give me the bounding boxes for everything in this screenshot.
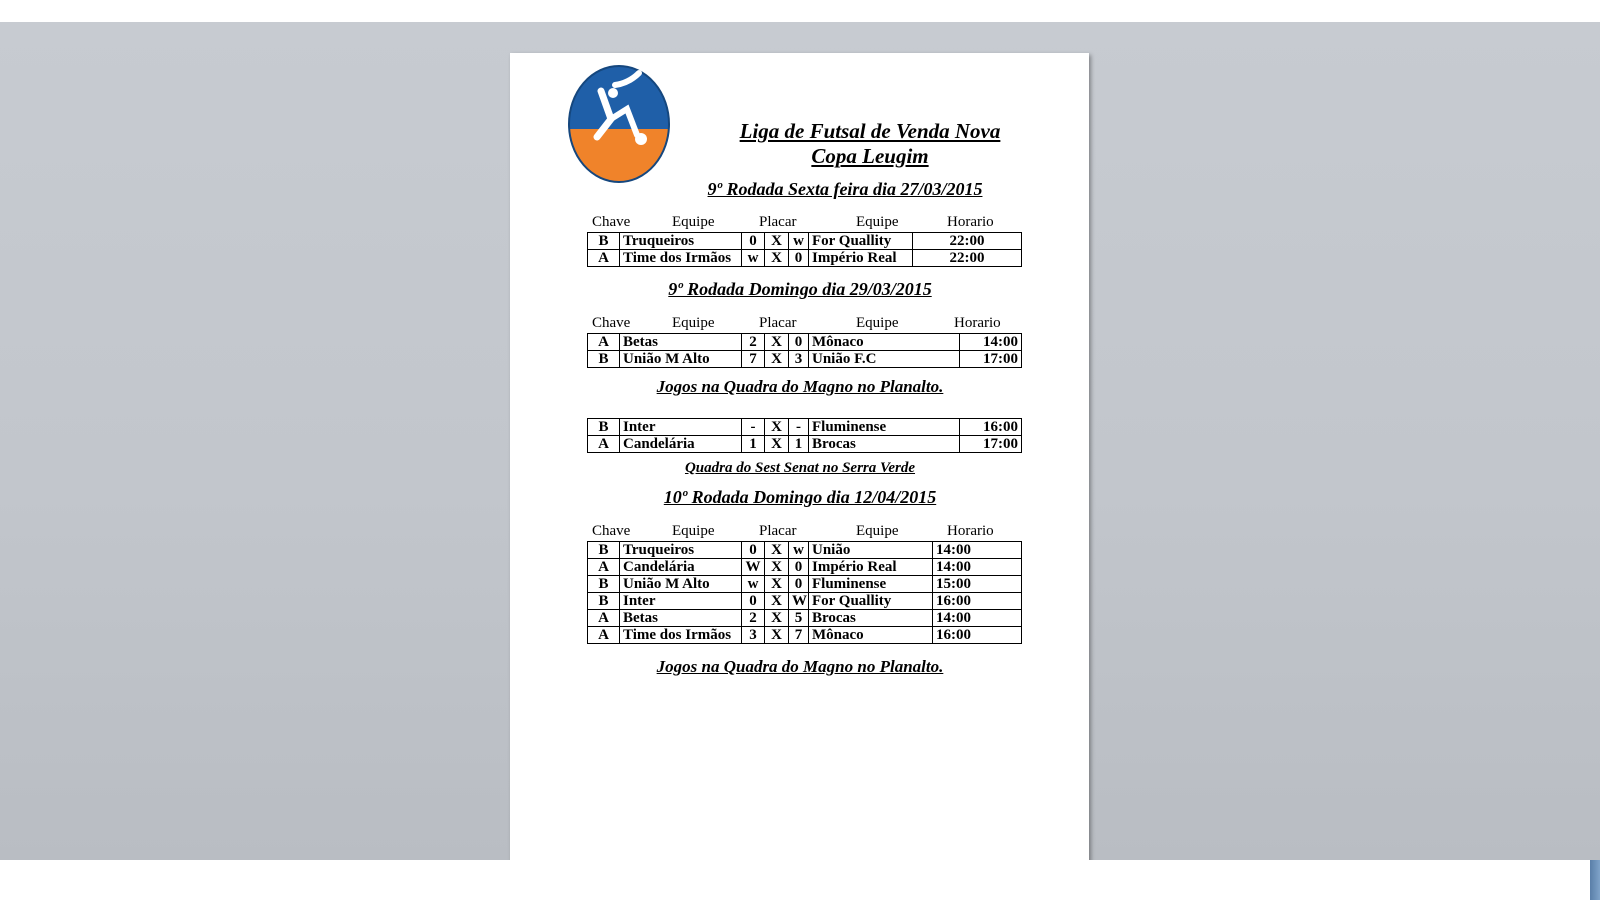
table-row <box>588 610 1022 627</box>
round1-table <box>587 232 1022 267</box>
away-score-cell: 1 <box>789 436 809 453</box>
away-score-cell: 3 <box>789 351 809 368</box>
col-equipe-away: Equipe <box>856 214 899 230</box>
document-viewer[interactable] <box>0 22 1600 860</box>
away-score-cell: w <box>789 542 809 559</box>
table-row <box>588 233 1022 250</box>
round3-table <box>587 541 1022 644</box>
table-row <box>588 334 1022 351</box>
home-score-cell: 2 <box>742 610 765 627</box>
time-cell: 16:00 <box>960 419 1022 436</box>
versus-cell: X <box>765 610 789 627</box>
away-team-cell: Brocas <box>809 610 933 627</box>
status-area <box>0 860 1600 900</box>
col-equipe-away: Equipe <box>856 523 899 539</box>
table-row <box>588 436 1022 453</box>
table-row <box>588 559 1022 576</box>
col-horario: Horario <box>947 523 994 539</box>
versus-cell: X <box>765 627 789 644</box>
versus-cell: X <box>765 576 789 593</box>
versus-cell: X <box>765 542 789 559</box>
table-row <box>588 576 1022 593</box>
time-cell: 16:00 <box>933 627 1022 644</box>
away-team-cell: Fluminense <box>809 576 933 593</box>
col-horario: Horario <box>954 315 1001 331</box>
away-score-cell: w <box>789 233 809 250</box>
versus-cell: X <box>765 593 789 610</box>
time-cell: 17:00 <box>960 351 1022 368</box>
away-score-cell: 5 <box>789 610 809 627</box>
scrollbar-thumb[interactable] <box>1590 860 1600 900</box>
round1-title: 9º Rodada Sexta feira dia 27/03/2015 <box>707 179 983 199</box>
home-team-cell: Betas <box>620 610 742 627</box>
away-team-cell: União <box>809 542 933 559</box>
time-cell: 14:00 <box>933 542 1022 559</box>
away-score-cell: W <box>789 593 809 610</box>
home-team-cell: Truqueiros <box>620 542 742 559</box>
versus-cell: X <box>765 436 789 453</box>
versus-cell: X <box>765 233 789 250</box>
time-cell: 17:00 <box>960 436 1022 453</box>
col-equipe-home: Equipe <box>672 214 715 230</box>
home-team-cell: Inter <box>620 593 742 610</box>
chave-cell: B <box>588 593 620 610</box>
col-placar: Placar <box>759 315 797 331</box>
venue-note-sest: Quadra do Sest Senat no Serra Verde <box>684 460 916 476</box>
away-score-cell: 0 <box>789 250 809 267</box>
away-team-cell: Mônaco <box>809 627 933 644</box>
home-score-cell: - <box>742 419 765 436</box>
round2b-table <box>587 418 1022 453</box>
versus-cell: X <box>765 559 789 576</box>
away-score-cell: 0 <box>789 334 809 351</box>
home-team-cell: Candelária <box>620 436 742 453</box>
home-score-cell: W <box>742 559 765 576</box>
table-row <box>588 419 1022 436</box>
col-chave: Chave <box>592 315 631 331</box>
chave-cell: B <box>588 233 620 250</box>
away-team-cell: For Quallity <box>809 593 933 610</box>
time-cell: 15:00 <box>933 576 1022 593</box>
table-row <box>588 593 1022 610</box>
chave-cell: B <box>588 351 620 368</box>
time-cell: 14:00 <box>933 559 1022 576</box>
home-team-cell: Betas <box>620 334 742 351</box>
home-score-cell: 2 <box>742 334 765 351</box>
away-team-cell: União F.C <box>809 351 960 368</box>
away-team-cell: Fluminense <box>809 419 960 436</box>
chave-cell: A <box>588 250 620 267</box>
table-row <box>588 250 1022 267</box>
chave-cell: B <box>588 542 620 559</box>
chave-cell: B <box>588 419 620 436</box>
chave-cell: A <box>588 610 620 627</box>
home-score-cell: w <box>742 250 765 267</box>
chave-cell: B <box>588 576 620 593</box>
col-equipe-home: Equipe <box>672 315 715 331</box>
col-placar: Placar <box>759 523 797 539</box>
versus-cell: X <box>765 351 789 368</box>
home-team-cell: União M Alto <box>620 351 742 368</box>
time-cell: 14:00 <box>933 610 1022 627</box>
round2-table <box>587 333 1022 368</box>
col-chave: Chave <box>592 523 631 539</box>
home-score-cell: 0 <box>742 233 765 250</box>
away-team-cell: Império Real <box>809 250 913 267</box>
home-score-cell: 3 <box>742 627 765 644</box>
round3-title: 10º Rodada Domingo dia 12/04/2015 <box>663 487 937 507</box>
versus-cell: X <box>765 419 789 436</box>
round2-title: 9º Rodada Domingo dia 29/03/2015 <box>668 279 932 299</box>
home-team-cell: União M Alto <box>620 576 742 593</box>
time-cell: 16:00 <box>933 593 1022 610</box>
away-score-cell: 0 <box>789 559 809 576</box>
toolbar-strip-left <box>0 0 252 22</box>
col-placar: Placar <box>759 214 797 230</box>
chave-cell: A <box>588 559 620 576</box>
away-score-cell: 0 <box>789 576 809 593</box>
home-score-cell: 0 <box>742 593 765 610</box>
versus-cell: X <box>765 334 789 351</box>
chave-cell: A <box>588 627 620 644</box>
col-equipe-home: Equipe <box>672 523 715 539</box>
league-logo-icon <box>567 63 671 185</box>
col-horario: Horario <box>947 214 994 230</box>
document-page <box>510 53 1089 873</box>
league-title: Liga de Futsal de Venda Nova <box>739 119 1001 143</box>
chave-cell: A <box>588 436 620 453</box>
time-cell: 14:00 <box>960 334 1022 351</box>
chave-cell: A <box>588 334 620 351</box>
away-team-cell: Brocas <box>809 436 960 453</box>
home-team-cell: Candelária <box>620 559 742 576</box>
versus-cell: X <box>765 250 789 267</box>
venue-note-magno: Jogos na Quadra do Magno no Planalto. <box>656 377 944 396</box>
time-cell: 22:00 <box>913 250 1022 267</box>
away-team-cell: Império Real <box>809 559 933 576</box>
away-team-cell: Mônaco <box>809 334 960 351</box>
col-equipe-away: Equipe <box>856 315 899 331</box>
home-score-cell: w <box>742 576 765 593</box>
table-row <box>588 627 1022 644</box>
home-team-cell: Truqueiros <box>620 233 742 250</box>
home-team-cell: Time dos Irmãos <box>620 250 742 267</box>
away-team-cell: For Quallity <box>809 233 913 250</box>
cup-title: Copa Leugim <box>811 144 929 168</box>
home-score-cell: 0 <box>742 542 765 559</box>
home-score-cell: 1 <box>742 436 765 453</box>
away-score-cell: - <box>789 419 809 436</box>
table-row <box>588 351 1022 368</box>
home-team-cell: Inter <box>620 419 742 436</box>
table-row <box>588 542 1022 559</box>
home-score-cell: 7 <box>742 351 765 368</box>
time-cell: 22:00 <box>913 233 1022 250</box>
venue-note-magno-2: Jogos na Quadra do Magno no Planalto. <box>656 657 944 676</box>
away-score-cell: 7 <box>789 627 809 644</box>
home-team-cell: Time dos Irmãos <box>620 627 742 644</box>
col-chave: Chave <box>592 214 631 230</box>
